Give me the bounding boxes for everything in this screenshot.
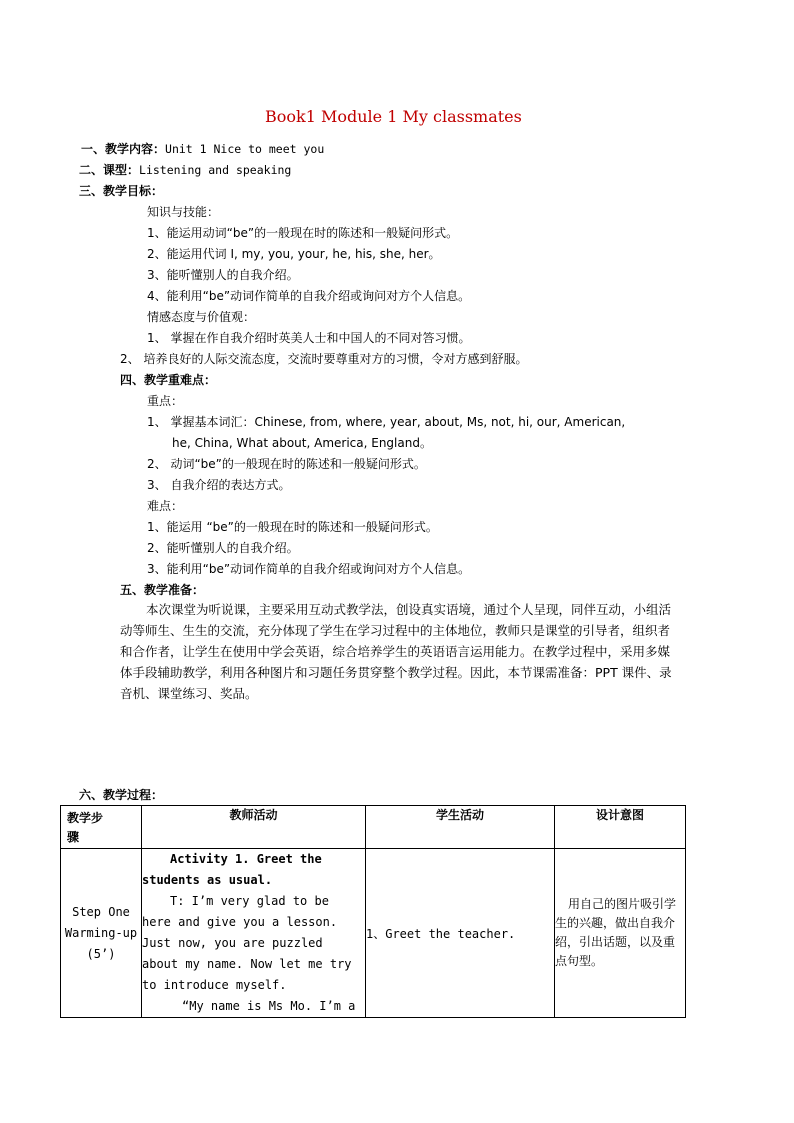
difficult-item: 3、能利用“be”动词作简单的自我介绍或询问对方个人信息。	[147, 562, 471, 576]
difficult-item: 1、能运用 “be”的一般现在时的陈述和一般疑问形式。	[147, 520, 438, 534]
key-item: 1、 掌握基本词汇：Chinese, from, where, year, about, Ms, not, hi, our, American,	[147, 415, 626, 429]
section-value: Listening and speaking	[139, 163, 292, 177]
key-item: 2、 动词“be”的一般现在时的陈述和一般疑问形式。	[147, 457, 426, 471]
process-table	[60, 805, 686, 1018]
knowledge-item: 2、能运用代词 I, my, you, your, he, his, she, her。	[147, 247, 441, 261]
difficult-item: 2、能听懂别人的自我介绍。	[147, 541, 299, 555]
key-item: he, China, What about, America, England。	[172, 436, 432, 450]
section-objectives: 三、教学目标：	[79, 184, 164, 198]
student-cell: 1、Greet the teacher.	[366, 849, 555, 1018]
activity-title: Activity 1. Greet the students as usual.	[142, 852, 322, 887]
section-content	[81, 141, 324, 157]
section-label: 二、课型：	[79, 163, 140, 177]
section-type	[79, 162, 291, 178]
header-intent: 设计意图	[555, 806, 686, 849]
step-cell: Step One Warming-up (5’)	[61, 849, 142, 1018]
knowledge-item: 1、能运用动词“be”的一般现在时的陈述和一般疑问形式。	[147, 226, 459, 240]
key-item: 3、 自我介绍的表达方式。	[147, 478, 291, 492]
key-heading: 重点：	[147, 394, 184, 408]
knowledge-item: 4、能利用“be”动词作简单的自我介绍或询问对方个人信息。	[147, 289, 471, 303]
attitude-item: 1、 掌握在作自我介绍时英美人士和中国人的不同对答习惯。	[147, 331, 471, 345]
section-key-points: 四、教学重难点：	[120, 373, 217, 387]
teacher-text: T: I’m very glad to be here and give you a lesson. Just now, you are puzzled about my name. Now let me try to introduce myself.	[142, 894, 352, 992]
document-title: Book1 Module 1 My classmates	[265, 107, 522, 126]
teacher-cell	[142, 849, 366, 1018]
section-label: 一、教学内容：	[81, 142, 166, 156]
attitude-item: 2、 培养良好的人际交流态度，交流时要尊重对方的习惯，令对方感到舒服。	[120, 352, 528, 366]
knowledge-heading: 知识与技能：	[147, 205, 220, 219]
teacher-quote: “My name is Ms Mo. I’m a	[182, 999, 356, 1013]
header-student: 学生活动	[366, 806, 555, 849]
header-step: 教学步骤	[61, 806, 142, 849]
header-teacher: 教师活动	[142, 806, 366, 849]
section-preparation: 五、教学准备：	[120, 583, 205, 597]
intent-cell: 用自己的图片吸引学生的兴趣，做出自我介绍，引出话题，以及重点句型。	[555, 849, 686, 1018]
table-row	[61, 849, 686, 1018]
difficult-heading: 难点：	[147, 499, 184, 513]
table-header-row	[61, 806, 686, 849]
knowledge-item: 3、能听懂别人的自我介绍。	[147, 268, 299, 282]
section-process: 六、教学过程：	[79, 788, 164, 802]
attitude-heading: 情感态度与价值观：	[147, 310, 256, 324]
section-value: Unit 1 Nice to meet you	[165, 142, 325, 156]
preparation-paragraph: 本次课堂为听说课，主要采用互动式教学法，创设真实语境，通过个人呈现，同伴互动，小组活动等师生、生生的交流，充分体现了学生在学习过程中的主体地位，教师只是课堂的引导者，组织者和合作者，让学生在使用中学会英语，综合培养学生的英语语言运用能力。在教学过程中，采用多媒体手段辅助教学，利用各种图片和习题任务贯穿整个教学过程。因此，本节课需准备：PPT 课件、录音机、课堂练习、奖品。	[120, 602, 672, 701]
